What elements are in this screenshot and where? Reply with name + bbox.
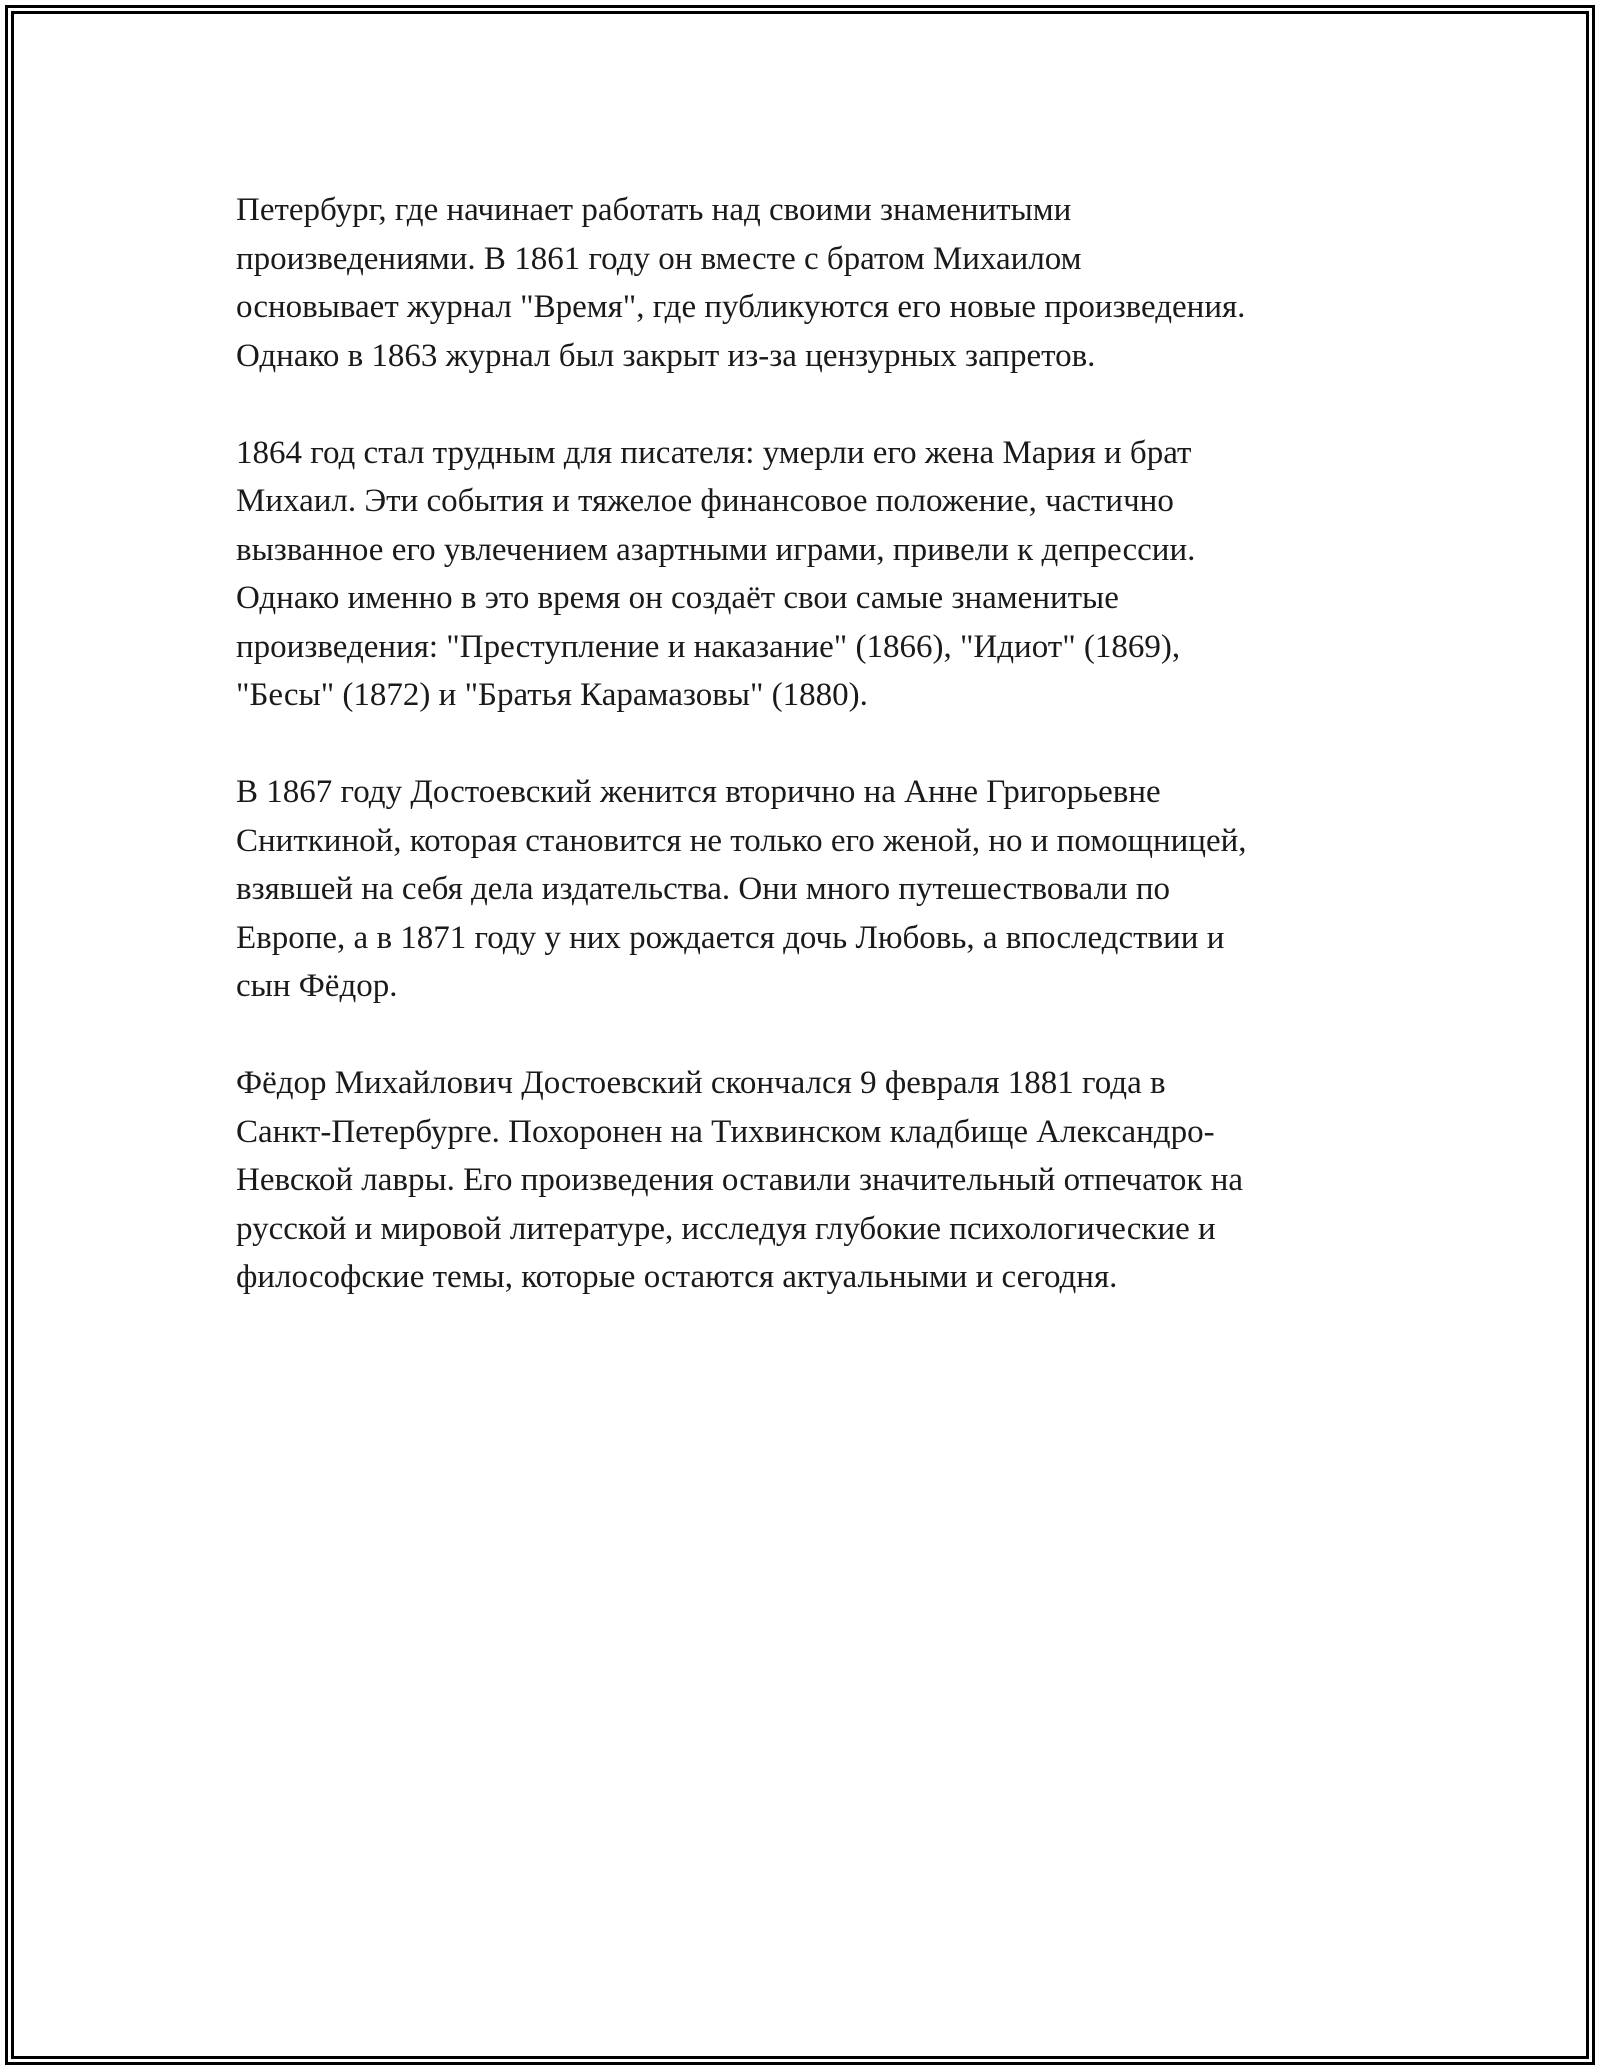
text-line: Петербург, где начинает работать над своими знаменитыми <box>236 192 1072 228</box>
text-line: произведениями. В 1861 году он вместе с братом Михаилом <box>236 240 1082 277</box>
text-line: философские темы, которые остаются актуальными и сегодня. <box>236 1259 1118 1295</box>
paragraph-2 <box>236 429 1376 720</box>
text-line: произведения: "Преступление и наказание" (1866), "Идиот" (1869), <box>236 628 1181 665</box>
text-line: Сниткиной, которая становится не только его женой, но и помощницей, <box>236 822 1247 859</box>
paragraph-1 <box>236 186 1376 380</box>
text-line: Санкт-Петербурге. Похоронен на Тихвинском кладбище Александро- <box>236 1113 1215 1150</box>
text-line: вызванное его увлечением азартными играми, привели к депрессии. <box>236 531 1196 568</box>
document-body <box>236 186 1376 1350</box>
paragraph-3 <box>236 768 1376 1011</box>
text-line: основывает журнал "Время", где публикуются его новые произведения. <box>236 289 1246 325</box>
text-line: "Бесы" (1872) и "Братья Карамазовы" (1880). <box>236 677 868 713</box>
text-line: В 1867 году Достоевский женится вторично на Анне Григорьевне <box>236 774 1161 810</box>
text-line: Однако именно в это время он создаёт свои самые знаменитые <box>236 580 1119 616</box>
text-line: русской и мировой литературе, исследуя глубокие психологические и <box>236 1210 1216 1247</box>
text-line: Невской лавры. Его произведения оставили значительный отпечаток на <box>236 1162 1244 1198</box>
text-line: 1864 год стал трудным для писателя: умерли его жена Мария и брат <box>236 434 1192 471</box>
text-line: взявшей на себя дела издательства. Они много путешествовали по <box>236 871 1170 907</box>
text-line: Фёдор Михайлович Достоевский скончался 9 февраля 1881 года в <box>236 1065 1166 1101</box>
text-line: Михаил. Эти события и тяжелое финансовое положение, частично <box>236 483 1174 519</box>
paragraph-4 <box>236 1059 1376 1302</box>
text-line: сын Фёдор. <box>236 968 398 1004</box>
text-line: Европе, а в 1871 году у них рождается дочь Любовь, а впоследствии и <box>236 919 1225 956</box>
text-line: Однако в 1863 журнал был закрыт из-за цензурных запретов. <box>236 337 1096 374</box>
